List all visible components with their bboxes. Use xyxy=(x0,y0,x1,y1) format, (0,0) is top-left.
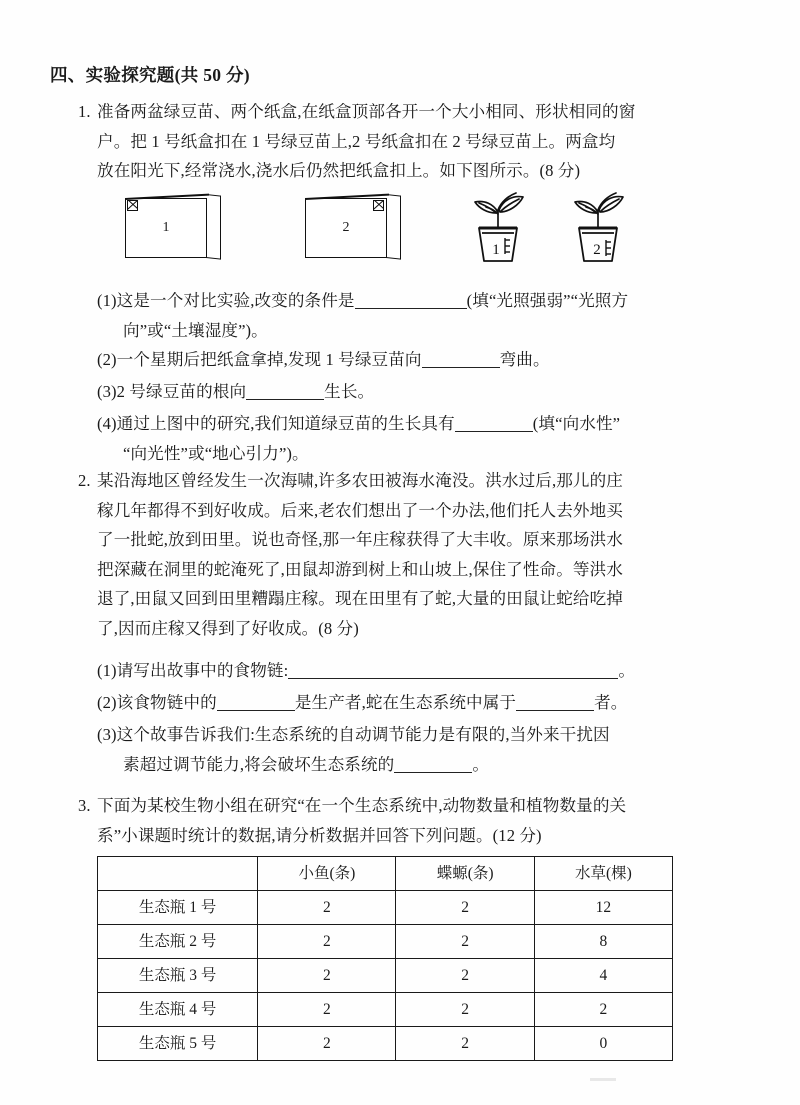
question-1-number: 1. xyxy=(78,102,91,121)
q1-sub1-text-b: (填“光照强弱”“光照方 xyxy=(466,291,629,310)
row-3-value-1: 2 xyxy=(396,993,534,1027)
q2-sub1-text-b: 。 xyxy=(618,661,636,680)
row-2-value-1: 2 xyxy=(396,959,534,993)
question-2-sub-2 xyxy=(97,688,628,718)
q2-sub3-label: (3) xyxy=(97,725,117,744)
q1-sub4-blank[interactable] xyxy=(455,414,533,432)
seedling-1-label: 1 xyxy=(492,242,500,258)
table-header-0 xyxy=(98,857,258,891)
q2-sub2-text-a: 该食物链中的 xyxy=(116,693,217,712)
box-2-label: 2 xyxy=(342,220,350,235)
question-3-number-line xyxy=(78,791,626,821)
q1-sub1-line-1 xyxy=(97,286,628,316)
question-1-number-line xyxy=(78,97,635,127)
q2-sub1-blank[interactable] xyxy=(288,661,618,679)
question-1-sub-1 xyxy=(97,286,628,345)
row-2-value-2: 4 xyxy=(534,959,672,993)
question-3-stem xyxy=(78,791,626,850)
question-2-sub-3 xyxy=(97,720,610,779)
table-row xyxy=(98,959,673,993)
question-2-line-3: 了一批蛇,放到田里。说也奇怪,那一年庄稼获得了大丰收。原来那场洪水 xyxy=(97,530,624,549)
question-1-sub-2 xyxy=(97,345,550,375)
row-0-label: 生态瓶 1 号 xyxy=(98,891,258,925)
question-1-line-1: 准备两盆绿豆苗、两个纸盒,在纸盒顶部各开一个大小相同、形状相同的窗 xyxy=(97,102,636,121)
q2-sub1-label: (1) xyxy=(97,661,117,680)
q1-sub2-label: (2) xyxy=(97,350,117,369)
row-4-label: 生态瓶 5 号 xyxy=(98,1027,258,1061)
question-1-sub-4 xyxy=(97,409,620,468)
q2-sub3-line-1 xyxy=(97,720,610,750)
row-4-value-0: 2 xyxy=(258,1027,396,1061)
q2-sub3-blank[interactable] xyxy=(394,755,472,773)
q1-sub3-text-b: 生长。 xyxy=(324,382,375,401)
q1-sub3-line-1 xyxy=(97,377,374,407)
q1-sub3-label: (3) xyxy=(97,382,117,401)
question-2-line-6: 了,因而庄稼又得到了好收成。(8 分) xyxy=(97,618,359,638)
question-2-stem xyxy=(78,466,623,643)
row-1-value-1: 2 xyxy=(396,925,534,959)
question-1-line-2: 户。把 1 号纸盒扣在 1 号绿豆苗上,2 号纸盒扣在 2 号绿豆苗上。两盒均 xyxy=(97,131,616,151)
row-3-value-0: 2 xyxy=(258,993,396,1027)
q2-sub2-text-c: 者。 xyxy=(594,693,628,712)
row-2-label: 生态瓶 3 号 xyxy=(98,959,258,993)
q1-sub1-blank[interactable] xyxy=(355,291,467,309)
row-1-value-2: 8 xyxy=(534,925,672,959)
question-2-number: 2. xyxy=(78,471,91,490)
ecosystem-bottle-table xyxy=(97,856,673,1061)
q2-sub3-text-a: 这个故事告诉我们:生态系统的自动调节能力是有限的,当外来干扰因 xyxy=(116,725,610,744)
experiment-figure xyxy=(0,186,800,276)
q2-sub1-text-a: 请写出故事中的食物链: xyxy=(116,661,289,680)
q2-sub3-text-b: 素超过调节能力,将会破坏生态系统的 xyxy=(123,754,395,774)
row-4-value-2: 0 xyxy=(534,1027,672,1061)
question-2-sub-1 xyxy=(97,656,635,686)
q2-sub2-blank-1[interactable] xyxy=(217,693,295,711)
potted-seedling-1 xyxy=(463,188,533,266)
section-title: 四、实验探究题(共 50 分) xyxy=(50,65,250,85)
table-header-row xyxy=(98,857,673,891)
table-row xyxy=(98,993,673,1027)
q1-sub4-text-a: 通过上图中的研究,我们知道绿豆苗的生长具有 xyxy=(116,414,455,433)
q1-sub1-label: (1) xyxy=(97,291,117,310)
question-1-stem xyxy=(78,97,635,186)
row-2-value-0: 2 xyxy=(258,959,396,993)
row-0-value-1: 2 xyxy=(396,891,534,925)
table-row xyxy=(98,925,673,959)
question-3-number: 3. xyxy=(78,796,91,815)
row-0-value-2: 12 xyxy=(534,891,672,925)
row-0-value-0: 2 xyxy=(258,891,396,925)
paper-box-1 xyxy=(125,194,221,260)
seedling-2-icon xyxy=(563,188,633,266)
question-2-line-2: 稼几年都得不到好收成。后来,老农们想出了一个办法,他们托人去外地买 xyxy=(97,500,624,520)
q2-sub2-blank-2[interactable] xyxy=(516,693,594,711)
table-row xyxy=(98,1027,673,1061)
row-3-value-2: 2 xyxy=(534,993,672,1027)
table-header-3: 水草(棵) xyxy=(534,857,672,891)
box-1-side-panel xyxy=(206,194,221,260)
table-header-2: 蝶螈(条) xyxy=(396,857,534,891)
q2-sub2-line-1 xyxy=(97,688,628,718)
seedling-1-icon xyxy=(463,188,533,266)
q2-sub1-line-1 xyxy=(97,656,635,686)
q1-sub2-text-b: 弯曲。 xyxy=(499,350,550,369)
q1-sub1-line-2: 向”或“土壤湿度”)。 xyxy=(123,320,268,340)
row-1-label: 生态瓶 2 号 xyxy=(98,925,258,959)
question-2-number-line xyxy=(78,466,623,496)
table-header-1: 小鱼(条) xyxy=(258,857,396,891)
question-2-line-4: 把深藏在洞里的蛇淹死了,田鼠却游到树上和山坡上,保住了性命。等洪水 xyxy=(97,559,624,579)
q1-sub1-text-a: 这是一个对比实验,改变的条件是 xyxy=(116,291,355,310)
question-1-line-3: 放在阳光下,经常浇水,浇水后仍然把纸盒扣上。如下图所示。(8 分) xyxy=(97,161,581,180)
potted-seedling-2 xyxy=(563,188,633,266)
q2-sub3-line-2 xyxy=(123,750,610,780)
question-2-line-1: 某沿海地区曾经发生一次海啸,许多农田被海水淹没。洪水过后,那儿的庄 xyxy=(97,471,624,490)
page-footer-mark xyxy=(590,1078,616,1081)
q1-sub2-blank[interactable] xyxy=(422,350,500,368)
q1-sub4-line-2: “向光性”或“地心引力”)。 xyxy=(123,443,309,463)
q2-sub2-label: (2) xyxy=(97,693,117,712)
q1-sub4-line-1 xyxy=(97,409,620,439)
row-4-value-1: 2 xyxy=(396,1027,534,1061)
box-1-label: 1 xyxy=(162,220,170,235)
table-row xyxy=(98,891,673,925)
q1-sub4-text-b: (填“向水性” xyxy=(532,414,621,433)
q1-sub2-line-1 xyxy=(97,345,550,375)
q1-sub3-blank[interactable] xyxy=(246,382,324,400)
q1-sub3-text-a: 2 号绿豆苗的根向 xyxy=(116,382,247,401)
row-3-label: 生态瓶 4 号 xyxy=(98,993,258,1027)
seedling-2-label: 2 xyxy=(593,242,601,258)
q1-sub4-label: (4) xyxy=(97,414,117,433)
box-2-side-panel xyxy=(386,194,401,260)
q2-sub3-text-c: 。 xyxy=(472,754,490,774)
paper-box-2 xyxy=(305,194,401,260)
question-3-line-1: 下面为某校生物小组在研究“在一个生态系统中,动物数量和植物数量的关 xyxy=(97,796,627,815)
question-3-line-2: 系”小课题时统计的数据,请分析数据并回答下列问题。(12 分) xyxy=(97,825,542,845)
q2-sub2-text-b: 是生产者,蛇在生态系统中属于 xyxy=(294,693,517,712)
question-2-line-5: 退了,田鼠又回到田里糟蹋庄稼。现在田里有了蛇,大量的田鼠让蛇给吃掉 xyxy=(97,589,624,608)
q1-sub2-text-a: 一个星期后把纸盒拿掉,发现 1 号绿豆苗向 xyxy=(116,350,422,369)
question-1-sub-3 xyxy=(97,377,374,407)
row-1-value-0: 2 xyxy=(258,925,396,959)
